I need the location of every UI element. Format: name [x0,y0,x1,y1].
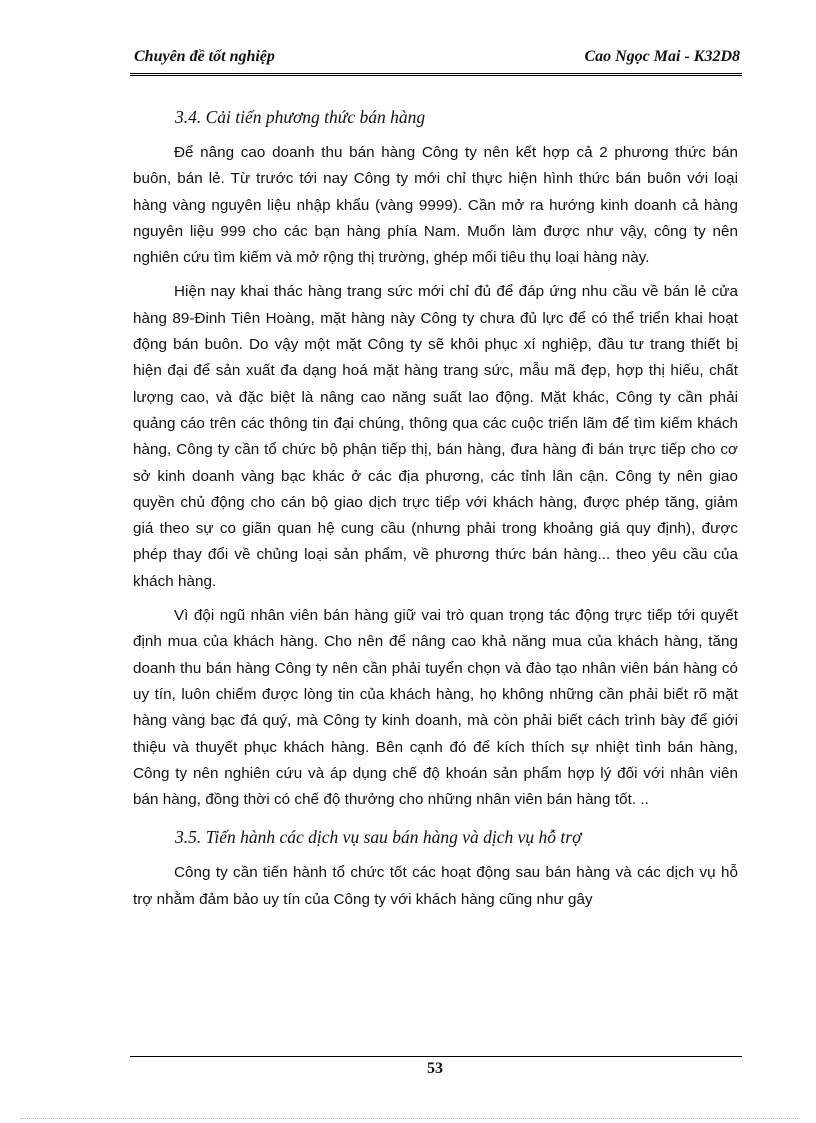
section-heading-3-4: 3.4. Cải tiến phương thức bán hàng [175,107,426,127]
paragraph: Hiện nay khai thác hàng trang sức mới chỉ đủ để đáp ứng nhu cầu về bán lẻ cửa hàng 89-Đinh Tiên Hoàng, mặt hàng này Công ty chưa đủ lực để có thể triển khai hoạt động bán buôn. Do vậy một mặt Công ty sẽ khôi phục xí nghiệp, đầu tư trang thiết bị hiện đại để sản xuất đa dạng hoá mặt hàng trang sức, mẫu mã đẹp, hợp thị hiếu, chất lượng cao, và đặc biệt là nâng cao năng suất lao động. Mặt khác, Công ty cần phải quảng cáo trên các thông tin đại chúng, thông qua các cuộc triển lãm để tìm kiếm khách hàng, Công ty cần tổ chức bộ phận tiếp thị, bán hàng, đưa hàng đi bán trực tiếp cho cơ sở kinh doanh vàng bạc khác ở các địa phương, các tỉnh lân cận. Công ty nên giao quyền chủ động cho cán bộ giao dịch trực tiếp với khách hàng, được phép tăng, giảm giá theo sự co giãn quan hệ cung cầu (nhưng phải trong khoảng giá quy định), được phép thay đổi về chủng loại sản phẩm, về phương thức bán hàng... theo yêu cầu của khách hàng. [133,283,738,590]
section-heading-3-5: 3.5. Tiến hành các dịch vụ sau bán hàng và dịch vụ hỗ trợ [175,827,582,848]
page-body [133,100,738,921]
header-author: Cao Ngọc Mai - K32D8 [584,48,740,65]
paragraph: Công ty cần tiến hành tổ chức tốt các hoạt động sau bán hàng và các dịch vụ hỗ trợ nhằm đảm bảo uy tín của Công ty với khách hàng cũng như gây [133,864,738,908]
paragraph: Vì đội ngũ nhân viên bán hàng giữ vai trò quan trọng tác động trực tiếp tới quyết định mua của khách hàng. Cho nên để nâng cao khả năng mua của khách hàng, tăng doanh thu bán hàng Công ty nên cần phải tuyển chọn và đào tạo nhân viên bán hàng có uy tín, luôn chiếm được lòng tin của khách hàng, họ không những cần phải biết rõ mặt hàng vàng bạc đá quý, mà Công ty kinh doanh, mà còn phải biết cách trình bày để giới thiệu và thuyết phục khách hàng. Bên cạnh đó để kích thích sự nhiệt tình bán hàng, Công ty nên nghiên cứu và áp dụng chế độ khoán sản phẩm hợp lý đối với nhân viên bán hàng, đồng thời có chế độ thưởng cho những nhân viên bán hàng tốt. .. [133,607,738,809]
page-header [134,48,740,72]
footer-rule [130,1056,742,1057]
paragraph: Để nâng cao doanh thu bán hàng Công ty nên kết hợp cả 2 phương thức bán buôn, bán lẻ. Từ trước tới nay Công ty mới chỉ thực hiện hình thức bán buôn với loại hàng vàng nguyên liệu nhập khẩu (vàng 9999). Cần mở ra hướng kinh doanh cả hàng nguyên liệu 999 cho các bạn hàng phía Nam. Muốn làm được như vậy, công ty nên nghiên cứu tìm kiếm và mở rộng thị trường, ghép mối tiêu thụ loại hàng này. [133,144,738,267]
page-number: 53 [427,1060,443,1077]
page-edge-divider [20,1118,800,1119]
header-rule [130,73,742,79]
header-document-type: Chuyên đề tốt nghiệp [134,48,275,65]
